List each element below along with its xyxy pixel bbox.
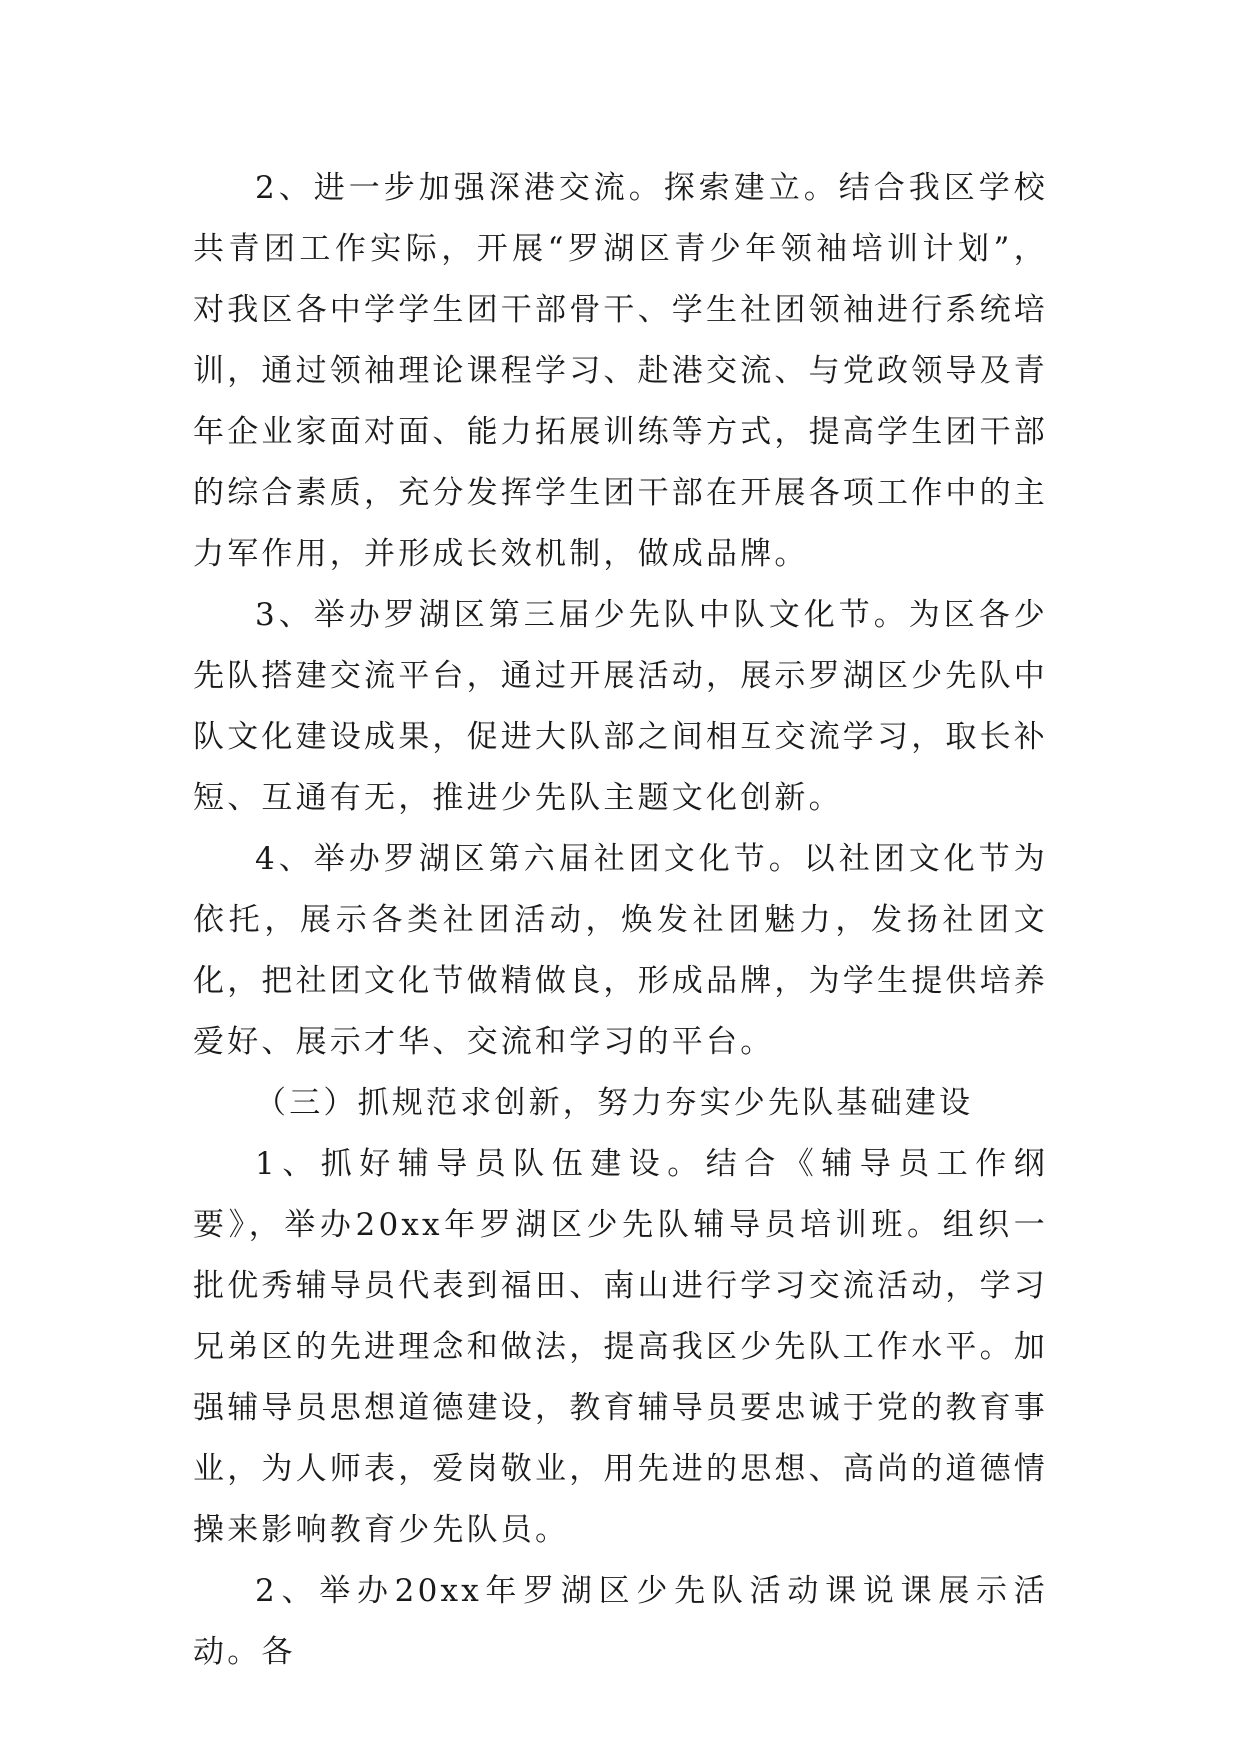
paragraph-squadron-culture-festival: 3、举办罗湖区第三届少先队中队文化节。为区各少先队搭建交流平台，通过开展活动，展示罗湖区少先队中队文化建设成果，促进大队部之间相互交流学习，取长补短、互通有无，推进少先队主题文化创新。: [193, 597, 1048, 816]
paragraph-activity-lesson-showcase: 2、举办20xx年罗湖区少先队活动课说课展示活动。各: [193, 1573, 1048, 1670]
paragraph-club-culture-festival: 4、举办罗湖区第六届社团文化节。以社团文化节为依托，展示各类社团活动，焕发社团魅力，发扬社团文化，把社团文化节做精做良，形成品牌，为学生提供培养爱好、展示才华、交流和学习的平台。: [193, 841, 1048, 1060]
document-body: [193, 158, 1048, 1683]
paragraph-counselor-team-building: 1、抓好辅导员队伍建设。结合《辅导员工作纲要》，举办20xx年罗湖区少先队辅导员培训班。组织一批优秀辅导员代表到福田、南山进行学习交流活动，学习兄弟区的先进理念和做法，提高我区少先队工作水平。加强辅导员思想道德建设，教育辅导员要忠诚于党的教育事业，为人师表，爱岗敬业，用先进的思想、高尚的道德情操来影响教育少先队员。: [193, 1146, 1048, 1548]
section-heading-three: （三）抓规范求创新，努力夯实少先队基础建设: [255, 1085, 974, 1121]
paragraph-shenzhen-hongkong-exchange: 2、进一步加强深港交流。探索建立。结合我区学校共青团工作实际，开展“罗湖区青少年领袖培训计划”，对我区各中学学生团干部骨干、学生社团领袖进行系统培训，通过领袖理论课程学习、赴港交流、与党政领导及青年企业家面对面、能力拓展训练等方式，提高学生团干部的综合素质，充分发挥学生团干部在开展各项工作中的主力军作用，并形成长效机制，做成品牌。: [193, 170, 1048, 572]
